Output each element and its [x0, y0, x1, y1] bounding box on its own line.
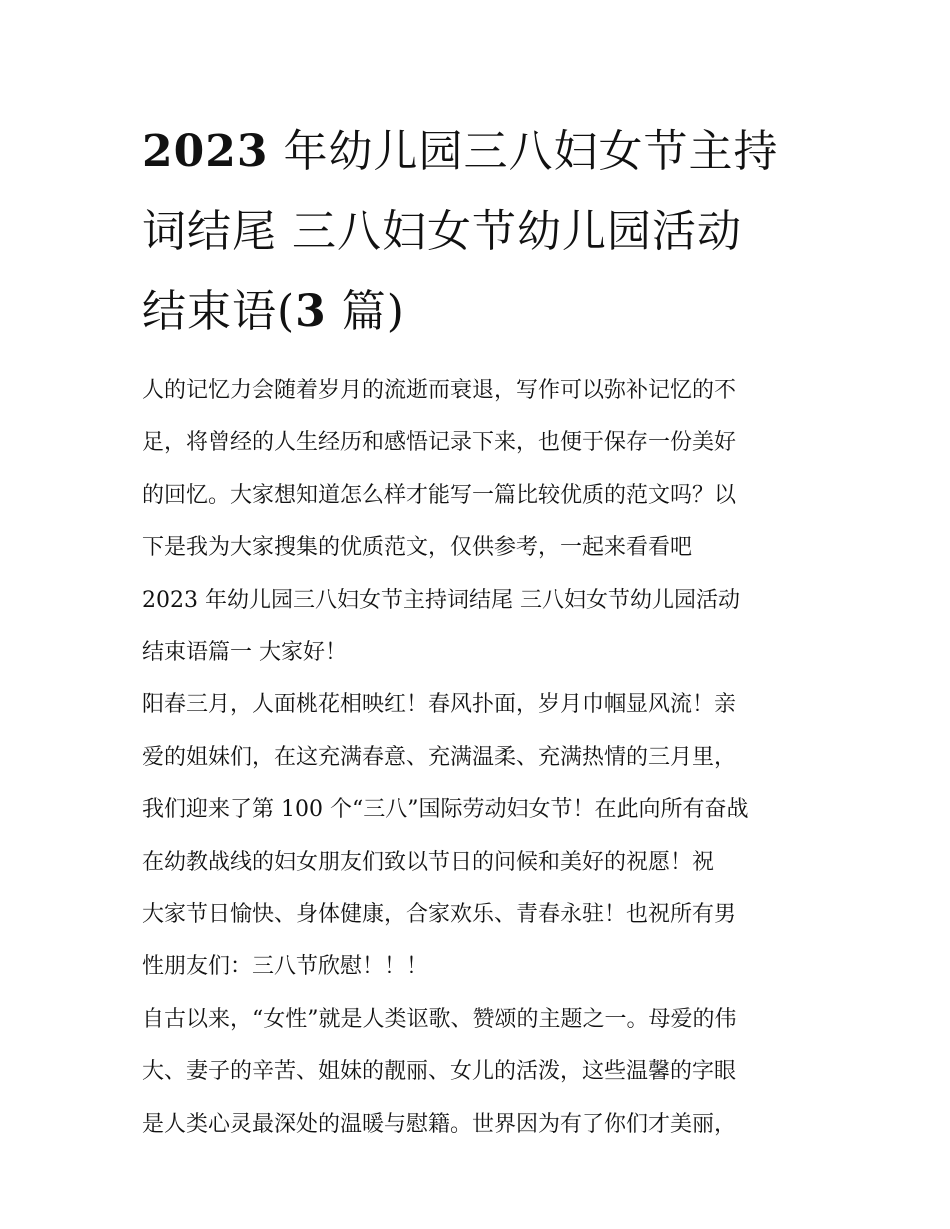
title-count: 3	[295, 286, 327, 337]
body-line: 大、妻子的辛苦、姐妹的靓丽、女儿的活泼，这些温馨的字眼	[142, 1059, 737, 1085]
body-line: 大家节日愉快、身体健康，合家欢乐、青春永驻！也祝所有男	[142, 902, 737, 928]
title-line-2: 词结尾 三八妇女节幼儿园活动	[142, 206, 742, 257]
title-line-3-a: 结束语(	[142, 286, 296, 337]
title-year: 2023	[142, 126, 269, 177]
body-line: 是人类心灵最深处的温暖与慰籍。世界因为有了你们才美丽，	[142, 1111, 737, 1137]
body-line: 我们迎来了第 100 个“三八”国际劳动妇女节！在此向所有奋战	[142, 797, 749, 823]
body-line: 足，将曾经的人生经历和感悟记录下来，也便于保存一份美好	[142, 430, 737, 456]
body-line: 爱的姐妹们，在这充满春意、充满温柔、充满热情的三月里，	[142, 744, 737, 770]
body-line: 人的记忆力会随着岁月的流逝而衰退，写作可以弥补记忆的不	[142, 378, 737, 403]
body-line: 性朋友们：三八节欣慰！！！	[142, 954, 429, 980]
body-line: 阳春三月，人面桃花相映红！春风扑面，岁月巾帼显风流！亲	[142, 692, 737, 718]
document-page	[142, 112, 814, 1151]
body-line: 下是我为大家搜集的优质范文，仅供参考，一起来看看吧	[142, 535, 693, 561]
body-line: 在幼教战线的妇女朋友们致以节日的问候和美好的祝愿！祝	[142, 849, 715, 875]
title-line-1	[142, 126, 778, 177]
document-title	[142, 112, 814, 352]
title-line-3	[142, 286, 405, 337]
body-line: 的回忆。大家想知道怎么样才能写一篇比较优质的范文吗？以	[142, 482, 737, 508]
body-line: 2023 年幼儿园三八妇女节主持词结尾 三八妇女节幼儿园活动	[142, 587, 740, 613]
document-body	[142, 365, 814, 1151]
body-line: 自古以来，“女性”就是人类讴歌、赞颂的主题之一。母爱的伟	[142, 1006, 737, 1032]
body-line: 结束语篇一 大家好！	[142, 640, 347, 666]
title-line-3-b: 篇)	[326, 286, 405, 337]
title-line-1-text: 年幼儿园三八妇女节主持	[268, 126, 779, 177]
